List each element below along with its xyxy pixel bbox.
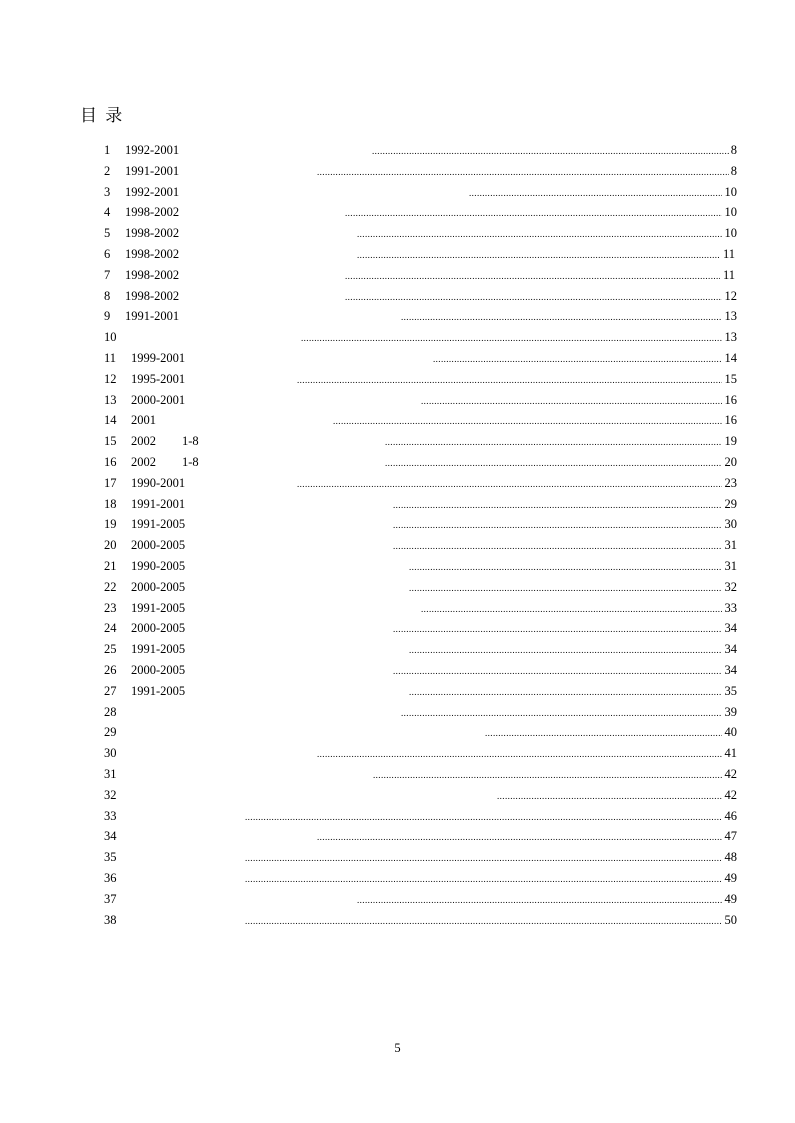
toc-entry[interactable]: [0, 327, 795, 348]
entry-page-number: 34: [724, 621, 737, 636]
dot-leader: [409, 577, 722, 598]
entry-number: 2: [104, 163, 111, 178]
toc-entry[interactable]: [0, 910, 795, 931]
entry-page-number: 50: [724, 912, 737, 927]
entry-page-number: 14: [724, 351, 737, 365]
entry-number: 11: [104, 351, 117, 365]
entry-number: 29: [104, 725, 117, 740]
toc-entry[interactable]: [0, 702, 795, 723]
entry-page-number: 42: [724, 767, 737, 781]
entry-years: 1991-2005: [131, 600, 186, 615]
entry-number: 36: [104, 871, 117, 885]
entry-years: 2000-2005: [131, 579, 186, 594]
entry-number: 4: [104, 205, 111, 220]
entry-years: 1990-2005: [131, 559, 186, 573]
entry-page-number: 48: [724, 850, 737, 865]
entry-years: 1998-2002: [125, 226, 180, 241]
entry-number: 13: [104, 392, 117, 407]
entry-years: 1995-2001: [131, 371, 186, 386]
dot-leader: [317, 826, 722, 847]
toc-entry[interactable]: [0, 202, 795, 223]
entry-number: 35: [104, 850, 117, 865]
entry-number: 26: [104, 663, 117, 677]
entry-years: 1990-2001: [131, 475, 186, 490]
entry-number: 20: [104, 538, 117, 553]
entry-page-number: 35: [724, 683, 737, 698]
entry-page-number: 20: [724, 455, 737, 469]
entry-number: 8: [104, 288, 111, 303]
entry-years: 1991-2005: [131, 642, 186, 657]
entry-years: 1991-2001: [125, 309, 180, 324]
entry-page-number: 16: [724, 413, 737, 428]
dot-leader: [317, 743, 722, 764]
dot-leader: [245, 910, 722, 931]
entry-page-number: 13: [724, 309, 737, 324]
dot-leader: [317, 161, 729, 182]
entry-number: 16: [104, 455, 117, 469]
toc-entry[interactable]: [0, 722, 795, 743]
toc-entry[interactable]: [0, 348, 795, 369]
dot-leader: [393, 494, 722, 515]
entry-page-number: 39: [724, 704, 737, 719]
dot-leader: [333, 410, 722, 431]
entry-number: 33: [104, 808, 117, 823]
dot-leader: [345, 202, 722, 223]
entry-page-number: 31: [724, 559, 737, 573]
entry-page-number: 49: [724, 891, 737, 906]
toc-entry[interactable]: [0, 577, 795, 598]
entry-years: 1991-2001: [125, 163, 180, 178]
entry-page-number: 10: [724, 205, 737, 220]
dot-leader: [385, 431, 722, 452]
toc-entry[interactable]: [0, 639, 795, 660]
entry-page-number: 10: [724, 226, 737, 241]
entry-number: 7: [104, 267, 111, 282]
entry-number: 17: [104, 475, 117, 490]
dot-leader: [345, 265, 720, 286]
dot-leader: [401, 702, 722, 723]
dot-leader: [421, 390, 722, 411]
entry-years: 1998-2002: [125, 247, 180, 261]
dot-leader: [497, 785, 722, 806]
entry-number: 23: [104, 600, 117, 615]
dot-leader: [393, 514, 722, 535]
entry-years: 1998-2002: [125, 267, 180, 282]
toc-entry[interactable]: [0, 889, 795, 910]
entry-number: 37: [104, 891, 117, 906]
dot-leader: [485, 722, 722, 743]
entry-number: 3: [104, 184, 111, 199]
entry-page-number: 29: [724, 496, 737, 511]
entry-page-number: 40: [724, 725, 737, 740]
entry-number: 1: [104, 143, 111, 157]
toc-entry[interactable]: [0, 764, 795, 785]
toc-entry[interactable]: [0, 868, 795, 889]
dot-leader: [469, 182, 722, 203]
entry-number: 24: [104, 621, 117, 636]
dot-leader: [301, 327, 722, 348]
entry-years: 2000-2005: [131, 663, 186, 677]
dot-leader: [393, 535, 722, 556]
entry-page-number: 49: [724, 871, 737, 885]
toc-entry[interactable]: [0, 369, 795, 390]
toc-entry[interactable]: [0, 660, 795, 681]
dot-leader: [433, 348, 722, 369]
dot-leader: [409, 556, 722, 577]
entry-number: 38: [104, 912, 117, 927]
toc-entry[interactable]: [0, 743, 795, 764]
toc-entry[interactable]: [0, 244, 795, 265]
entry-number: 19: [104, 517, 117, 532]
toc-entry[interactable]: [0, 785, 795, 806]
entry-number: 15: [104, 434, 117, 449]
entry-page-number: 16: [724, 392, 737, 407]
toc-entry[interactable]: [0, 390, 795, 411]
entry-number: 30: [104, 746, 117, 761]
entry-page-number: 11: [722, 267, 735, 282]
entry-months: 1-8: [182, 455, 199, 469]
entry-page-number: 23: [724, 475, 737, 490]
toc-heading: 目 录: [80, 106, 125, 125]
dot-leader: [401, 306, 722, 327]
toc-entry[interactable]: [0, 431, 795, 452]
entry-years: 1992-2001: [125, 143, 180, 157]
dot-leader: [393, 660, 722, 681]
dot-leader: [297, 369, 722, 390]
entry-page-number: 42: [724, 787, 737, 802]
entry-number: 14: [104, 413, 117, 428]
entry-page-number: 12: [724, 288, 737, 303]
toc-entry[interactable]: [0, 494, 795, 515]
toc-entry[interactable]: [0, 452, 795, 473]
entry-page-number: 34: [724, 663, 737, 677]
dot-leader: [357, 244, 720, 265]
dot-leader: [245, 847, 722, 868]
toc-entry[interactable]: [0, 847, 795, 868]
entry-years: 1992-2001: [125, 184, 180, 199]
entry-years: 1998-2002: [125, 288, 180, 303]
toc-entry[interactable]: [0, 286, 795, 307]
entry-page-number: 30: [724, 517, 737, 532]
entry-number: 10: [104, 330, 117, 345]
entry-number: 32: [104, 787, 117, 802]
toc-entry[interactable]: [0, 410, 795, 431]
entry-page-number: 19: [724, 434, 737, 449]
dot-leader: [385, 452, 722, 473]
entry-years: 1991-2005: [131, 517, 186, 532]
entry-years: 2001: [131, 413, 156, 428]
toc-entry[interactable]: [0, 473, 795, 494]
toc-entry[interactable]: [0, 806, 795, 827]
toc-entry[interactable]: [0, 598, 795, 619]
dot-leader: [297, 473, 722, 494]
entry-page-number: 8: [730, 163, 737, 178]
entry-page-number: 31: [724, 538, 737, 553]
entry-years: 1991-2001: [131, 496, 186, 511]
entry-number: 25: [104, 642, 117, 657]
entry-page-number: 15: [724, 371, 737, 386]
dot-leader: [372, 140, 729, 161]
toc-entry[interactable]: [0, 826, 795, 847]
dot-leader: [373, 764, 722, 785]
dot-leader: [245, 806, 722, 827]
toc-entry[interactable]: [0, 618, 795, 639]
dot-leader: [357, 223, 722, 244]
dot-leader: [421, 598, 722, 619]
entry-years: 2002: [131, 455, 156, 469]
entry-number: 18: [104, 496, 117, 511]
entry-page-number: 47: [724, 829, 737, 844]
entry-years: 1991-2005: [131, 683, 186, 698]
entry-months: 1-8: [182, 434, 199, 449]
entry-number: 22: [104, 579, 117, 594]
toc-entry[interactable]: [0, 535, 795, 556]
entry-page-number: 8: [730, 143, 737, 157]
entry-page-number: 34: [724, 642, 737, 657]
entry-number: 28: [104, 704, 117, 719]
toc-entry[interactable]: [0, 306, 795, 327]
toc-entry[interactable]: [0, 182, 795, 203]
dot-leader: [393, 618, 722, 639]
entry-page-number: 13: [724, 330, 737, 345]
entry-number: 5: [104, 226, 111, 241]
entry-page-number: 41: [724, 746, 737, 761]
entry-number: 12: [104, 371, 117, 386]
entry-number: 31: [104, 767, 117, 781]
entry-years: 1998-2002: [125, 205, 180, 220]
entry-years: 2002: [131, 434, 156, 449]
toc-entry[interactable]: [0, 556, 795, 577]
toc-entry[interactable]: [0, 223, 795, 244]
entry-years: 1999-2001: [131, 351, 186, 365]
dot-leader: [409, 639, 722, 660]
toc-entry[interactable]: [0, 140, 795, 161]
entry-number: 9: [104, 309, 111, 324]
entry-years: 2000-2001: [131, 392, 186, 407]
dot-leader: [357, 889, 722, 910]
entry-years: 2000-2005: [131, 621, 186, 636]
entry-page-number: 11: [722, 247, 735, 261]
toc-entry[interactable]: [0, 681, 795, 702]
dot-leader: [245, 868, 722, 889]
toc-entry[interactable]: [0, 265, 795, 286]
entry-number: 21: [104, 559, 117, 573]
entry-page-number: 10: [724, 184, 737, 199]
entry-years: 2000-2005: [131, 538, 186, 553]
entry-page-number: 32: [724, 579, 737, 594]
dot-leader: [345, 286, 722, 307]
page-number: 5: [394, 1041, 401, 1055]
entry-number: 6: [104, 247, 111, 261]
entry-number: 27: [104, 683, 117, 698]
dot-leader: [409, 681, 722, 702]
toc-entry[interactable]: [0, 514, 795, 535]
entry-page-number: 33: [724, 600, 737, 615]
entry-page-number: 46: [724, 808, 737, 823]
entry-number: 34: [104, 829, 117, 844]
toc-entry[interactable]: [0, 161, 795, 182]
